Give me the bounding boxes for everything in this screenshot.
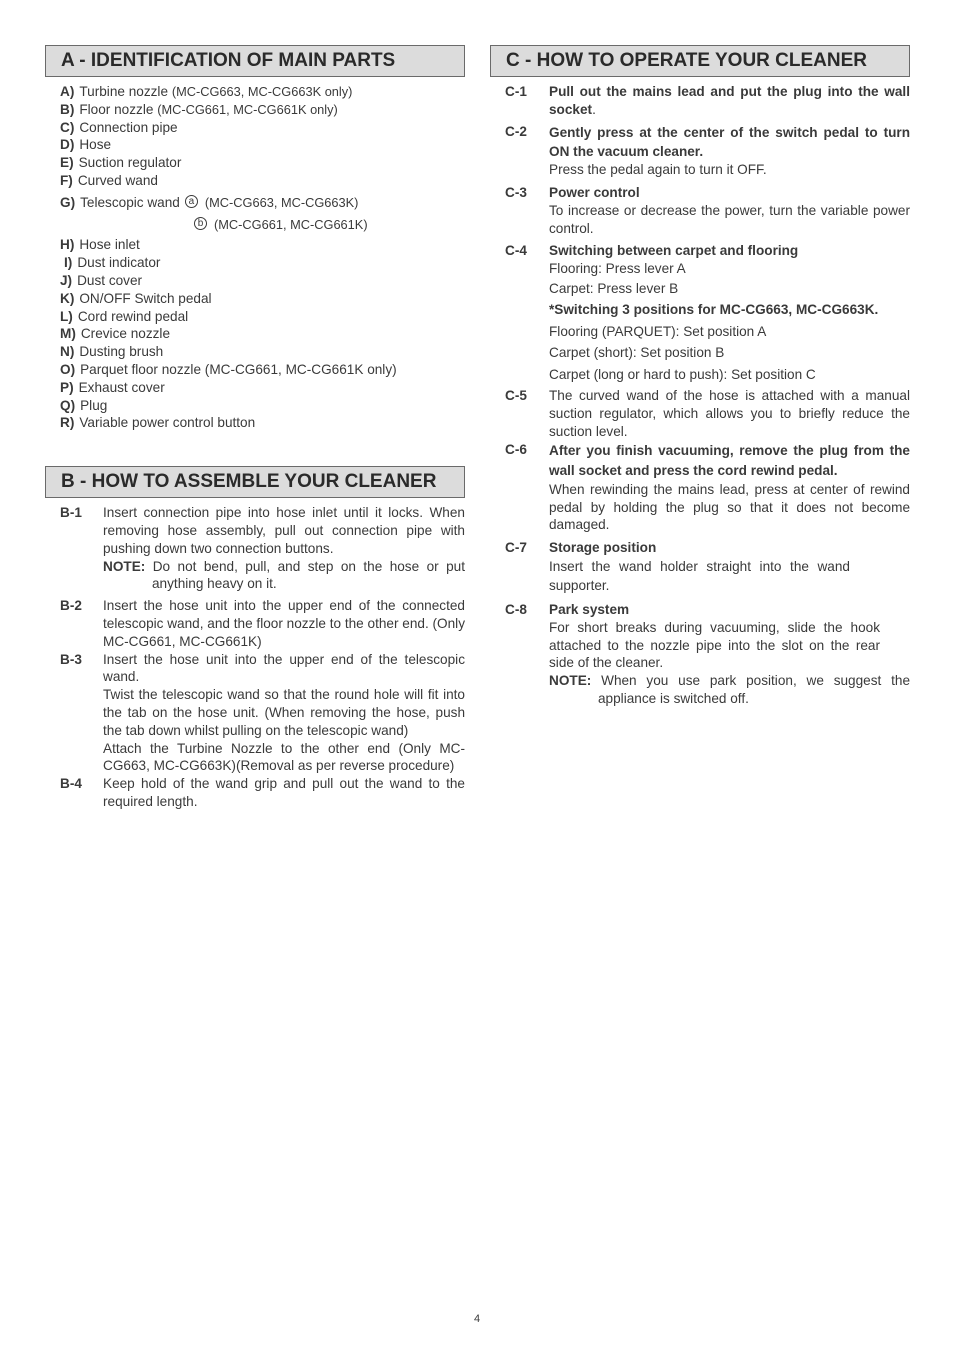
step-text: Press the pedal again to turn it OFF.	[549, 161, 767, 177]
step-line: Carpet: Press lever B	[549, 281, 679, 297]
step-body	[549, 601, 910, 708]
step-number: C-2	[505, 123, 527, 139]
part-name: Floor nozzle	[79, 101, 154, 117]
part-name: Parquet floor nozzle (MC-CG661, MC-CG661K only)	[80, 361, 397, 377]
part-letter: N)	[60, 344, 75, 360]
step-body	[549, 123, 910, 179]
part-item	[60, 83, 465, 101]
step-number: C-7	[505, 540, 527, 556]
step-note	[549, 672, 910, 708]
part-item	[60, 101, 465, 119]
step-c7	[505, 539, 910, 596]
step-line: Flooring (PARQUET): Set position A	[549, 323, 767, 339]
part-name: Telescopic wand	[80, 194, 180, 210]
step-b2	[60, 597, 465, 650]
step-number: C-6	[505, 441, 527, 457]
step-text: Insert the wand holder straight into the wand supporter.	[549, 558, 850, 594]
part-name: Exhaust cover	[78, 379, 165, 395]
section-b-heading: B - HOW TO ASSEMBLE YOUR CLEANER	[45, 466, 465, 498]
part-item	[60, 136, 465, 154]
part-item	[60, 414, 465, 432]
part-name: Hose	[79, 137, 112, 153]
step-c4	[505, 242, 910, 384]
step-text: When rewinding the mains lead, press at center of rewind pedal by holding the plug so that it does not become damaged.	[549, 481, 910, 533]
step-b3	[60, 651, 465, 776]
part-item	[60, 236, 465, 254]
part-item	[60, 361, 465, 379]
part-note: (MC-CG663, MC-CG663K only)	[171, 84, 353, 99]
step-body	[103, 651, 465, 776]
step-number: B-4	[60, 776, 82, 792]
step-text: Insert connection pipe into hose inlet until it locks. When removing hose assembly, pull out connection pipe with pushing down two connection buttons.	[103, 505, 465, 556]
part-letter: G)	[60, 194, 76, 210]
step-text: Insert the hose unit into the upper end of the connected telescopic wand, and the floor nozzle to the other end. (Only MC-CG661, MC-CG661K)	[103, 598, 465, 649]
part-letter: A)	[60, 84, 75, 99]
step-heading: Switching between carpet and flooring	[549, 242, 799, 258]
step-number: B-1	[60, 505, 82, 521]
part-name: Turbine nozzle	[79, 84, 169, 99]
part-letter: F)	[60, 172, 73, 188]
step-body	[549, 441, 910, 534]
step-body	[549, 539, 910, 596]
part-note: (MC-CG661, MC-CG661K)	[214, 216, 368, 232]
section-c-heading: C - HOW TO OPERATE YOUR CLEANER	[490, 45, 910, 77]
step-text: For short breaks during vacuuming, slide the hook attached to the nozzle pipe into the slot on the rear side of the cleaner.	[549, 619, 880, 671]
part-item	[60, 290, 465, 308]
variant-b-marker: b	[194, 217, 207, 230]
step-b1	[60, 504, 465, 593]
part-note: (MC-CG661, MC-CG661K only)	[157, 101, 338, 117]
part-letter: R)	[60, 415, 75, 431]
step-c6	[505, 441, 910, 534]
step-number: C-3	[505, 185, 527, 201]
part-item	[60, 172, 465, 190]
step-c2	[505, 123, 910, 179]
part-item	[60, 119, 465, 137]
part-letter: L)	[60, 308, 73, 324]
note-label: NOTE:	[549, 673, 592, 689]
part-letter: B)	[60, 101, 75, 117]
step-number: B-3	[60, 651, 82, 667]
step-c8	[505, 601, 910, 708]
step-number: C-5	[505, 388, 527, 404]
step-number: C-1	[505, 84, 527, 99]
step-body	[549, 184, 910, 237]
note-text: Do not bend, pull, and step on the hose or put anything heavy on it.	[152, 558, 465, 592]
part-letter: P)	[60, 379, 74, 395]
page-number: 4	[473, 1313, 481, 1325]
step-b4	[60, 775, 465, 811]
step-text: Insert the hose unit into the upper end of the telescopic wand.	[103, 651, 465, 685]
part-name: Suction regulator	[78, 155, 182, 171]
part-item	[60, 397, 465, 415]
right-column	[490, 45, 910, 708]
part-item	[60, 154, 465, 172]
part-name: Dust cover	[77, 272, 143, 288]
step-line: Carpet (long or hard to push): Set position C	[549, 366, 816, 382]
part-letter: K)	[60, 290, 75, 306]
step-body	[103, 504, 465, 593]
step-text: The curved wand of the hose is attached with a manual suction regulator, which allows you to briefly reduce the suction level.	[549, 388, 910, 439]
part-name: Curved wand	[77, 172, 158, 188]
step-c1	[505, 83, 910, 119]
step-text: Twist the telescopic wand so that the round hole will fit into the tab on the hose unit. (When removing the hose, push the tab down whilst pulling on the telescopic wand)	[103, 687, 465, 738]
part-letter: O)	[60, 361, 76, 377]
part-name: Dusting brush	[79, 344, 164, 360]
step-line: Flooring: Press lever A	[549, 260, 686, 276]
part-name: Crevice nozzle	[80, 326, 171, 342]
part-letter: D)	[60, 137, 75, 153]
step-c3	[505, 184, 910, 237]
step-heading: Power control	[549, 185, 640, 201]
note-text: When you use park position, we suggest the appliance is switched off.	[598, 673, 911, 706]
part-item	[60, 254, 465, 272]
step-number: B-2	[60, 598, 82, 614]
part-name: Hose inlet	[79, 237, 140, 253]
part-name: Cord rewind pedal	[77, 308, 189, 324]
part-letter: H)	[60, 237, 75, 253]
part-item	[60, 325, 465, 343]
part-item	[60, 379, 465, 397]
step-body	[549, 83, 910, 119]
part-name: Dust indicator	[77, 255, 161, 271]
step-number: C-4	[505, 242, 527, 258]
step-heading: After you finish vacuuming, remove the plug from the wall socket and press the cord rewind pedal.	[549, 442, 910, 478]
part-letter: Q)	[60, 397, 76, 413]
step-text: Keep hold of the wand grip and pull out the wand to the required length.	[103, 776, 465, 809]
part-name: Variable power control button	[79, 415, 256, 431]
part-name: Plug	[80, 397, 108, 413]
part-item	[60, 272, 465, 290]
part-item	[60, 194, 465, 212]
note-label: NOTE:	[103, 558, 146, 574]
part-item	[60, 343, 465, 361]
variant-a-marker: a	[185, 195, 198, 208]
step-tail: .	[592, 101, 596, 117]
part-name: Connection pipe	[79, 119, 178, 135]
part-name: ON/OFF Switch pedal	[79, 290, 212, 306]
step-subheading: *Switching 3 positions for MC-CG663, MC-CG663K.	[549, 302, 879, 318]
step-line: Carpet (short): Set position B	[549, 344, 725, 360]
step-number: C-8	[505, 601, 527, 617]
part-note: (MC-CG663, MC-CG663K)	[204, 194, 359, 210]
step-text: To increase or decrease the power, turn the variable power control.	[549, 203, 910, 236]
part-letter: I)	[64, 255, 73, 271]
part-item	[60, 308, 465, 326]
step-heading: Pull out the mains lead and put the plug into the wall socket	[549, 84, 910, 117]
part-letter: M)	[60, 326, 76, 342]
step-text: Attach the Turbine Nozzle to the other end (Only MC-CG663, MC-CG663K)(Removal as per reverse procedure)	[103, 740, 465, 774]
step-heading: Storage position	[549, 540, 657, 556]
part-item-variant	[60, 216, 465, 234]
step-heading: Gently press at the center of the switch pedal to turn ON the vacuum cleaner.	[549, 124, 910, 159]
left-column	[45, 45, 465, 811]
part-letter: J)	[60, 272, 73, 288]
part-letter: C)	[60, 119, 75, 135]
part-letter: E)	[60, 155, 74, 171]
section-a-heading: A - IDENTIFICATION OF MAIN PARTS	[45, 45, 465, 77]
step-heading: Park system	[549, 601, 630, 617]
parts-list	[60, 83, 465, 432]
step-body	[549, 242, 910, 384]
step-c5	[505, 387, 910, 440]
step-note	[103, 558, 465, 594]
